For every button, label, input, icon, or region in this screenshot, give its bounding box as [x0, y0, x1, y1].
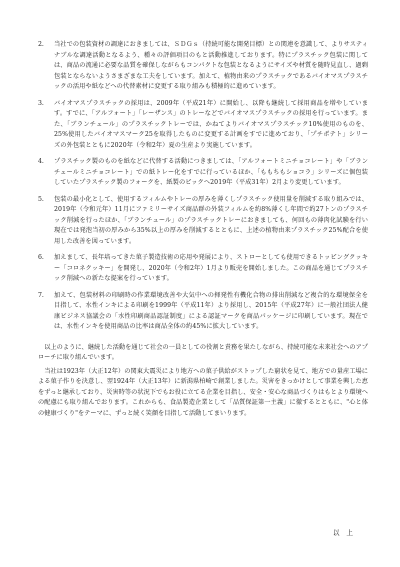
closing-section: [38, 343, 368, 420]
item-text: 当社での包装資材の調達におきましては、ＳＤＧｓ（持続可能な開発目標）との関連を意識して、よりサスティナブルな調達活動となるよう、種々の評価項目のもと活動推進しております。特にプラスチック包装に関しては、商品の流通に必要な品質を確保しながらもコンパクトな包装となるようにサイズや材質を随時見直し、過剰包装とならないようさまざまな工夫をしています。加えて、植物由来のプラスチックであるバイオマスプラスチックの活用や紙などへの代替素材に変更する取り組みも積極的に進めています。: [54, 41, 368, 90]
closing-paragraph: 当社は1923年（大正12年）の関東大震災により地方への菓子供給がストップした窮状を見て、地方での量産工場による菓子作りを決意し、翌1924年（大正13年）に新潟県柏崎で創業しました。災害をきっかけとして事業を興した恵をずっと継承しており、災害時等の状況下でもお役に立てる企業を目指し、安全・安心な商品づくりはもとより環境への配慮にも取り組んでおります。これからも、食品製造企業として「品質保証第一主義」に徹するとともに、"心と体の健康づくり"をテーマに、ずっと続く笑顔を目指して活動してまいります。: [38, 367, 368, 417]
item-text: 加えまして、長年培ってきた菓子製造技術の応用や発展により、ストローとしても使用できるトッピングクッキー「コロネクッキー」を開発し、2020年（令和2年）1月より販売を開始しました。この商品を通じてプラスチック削減への新たな提案を行っています。: [54, 254, 368, 282]
item-text: 包装の最小化として、使用するフィルムやトレーの厚みを薄くしプラスチック使用量を削減する取り組みでは、2019年（令和元年）11月にファミリーサイズ商品群の外装フィルムを約8%薄くし年間で約27トンのプラスチック削減を行ったほか、「ブランチュール」のプラスチックトレーにおきましても、何回もの薄肉化試験を行い現在では発泡当初の厚みから35%以上の厚みを削減するとともに、上述の植物由来プラスチック25%配合を使用した改善を図っています。: [54, 195, 368, 245]
item-number: 3.: [38, 99, 44, 107]
item-number: 6.: [38, 254, 44, 261]
item-text: プラスチック製のものを紙などに代替する活動につきましては、「アルフォートミニチョコレート」や「ブランチュールミニチョコレート」での紙トレー化をすでに行っているほか、「ももちもショコラ」シリーズに個包装していたプラスチック製のフォークを、紙製のピックへ2019年（平成31年）2月より変更しています。: [54, 158, 368, 186]
closing-mark: 以上: [332, 529, 360, 537]
list-item: [38, 195, 368, 248]
item-number: 4.: [38, 158, 44, 165]
closing-paragraph: 以上のように、継続した活動を通じて社会の一員としての役割と責務を果たしながら、持続可能な未来社会へのアプローチに取り組んでいます。: [38, 343, 368, 361]
item-number: 2.: [38, 41, 44, 48]
item-number: 7.: [38, 291, 44, 299]
list-item: [38, 99, 368, 152]
list-item: [38, 40, 368, 93]
item-text: バイオマスプラスチックの採用は、2009年（平成21年）に開始し、以降も継続して採用商品を増やしています。すでに、「アルフォート」「レーザンス」のトレーなどでバイオマスプラスチックの採用を行っています。また、「ブランチュール」のプラスチックトレーでは、かねてよりバイオマスプラスチック10%使用のものを、25%使用したバイオマスマーク25を取得したものに変更する計画をすでに進めており、「プチポテト」シリーズの外包装とともに2020年（令和2年）夏の生産より実施しています。: [54, 99, 368, 149]
numbered-list: [38, 40, 368, 333]
list-item: [38, 253, 368, 285]
list-item: [38, 291, 368, 333]
list-item: [38, 157, 368, 189]
item-number: 5.: [38, 195, 44, 203]
item-text: 加えて、包装材料の印刷時の作業環境改善や大気中への揮発性有機化合物の排出削減など複合的な環境保全を目指して、水性インキによる印刷を1999年（平成11年）より採用し、2015年（平成27年）に一般社団法人健康ビジネス協議会の「水性印刷商品認証制度」による認証マークを商品パッケージに印刷しています。現在では、水性インキを使用商品の比率は商品全体の約45%に拡大しています。: [54, 291, 368, 330]
